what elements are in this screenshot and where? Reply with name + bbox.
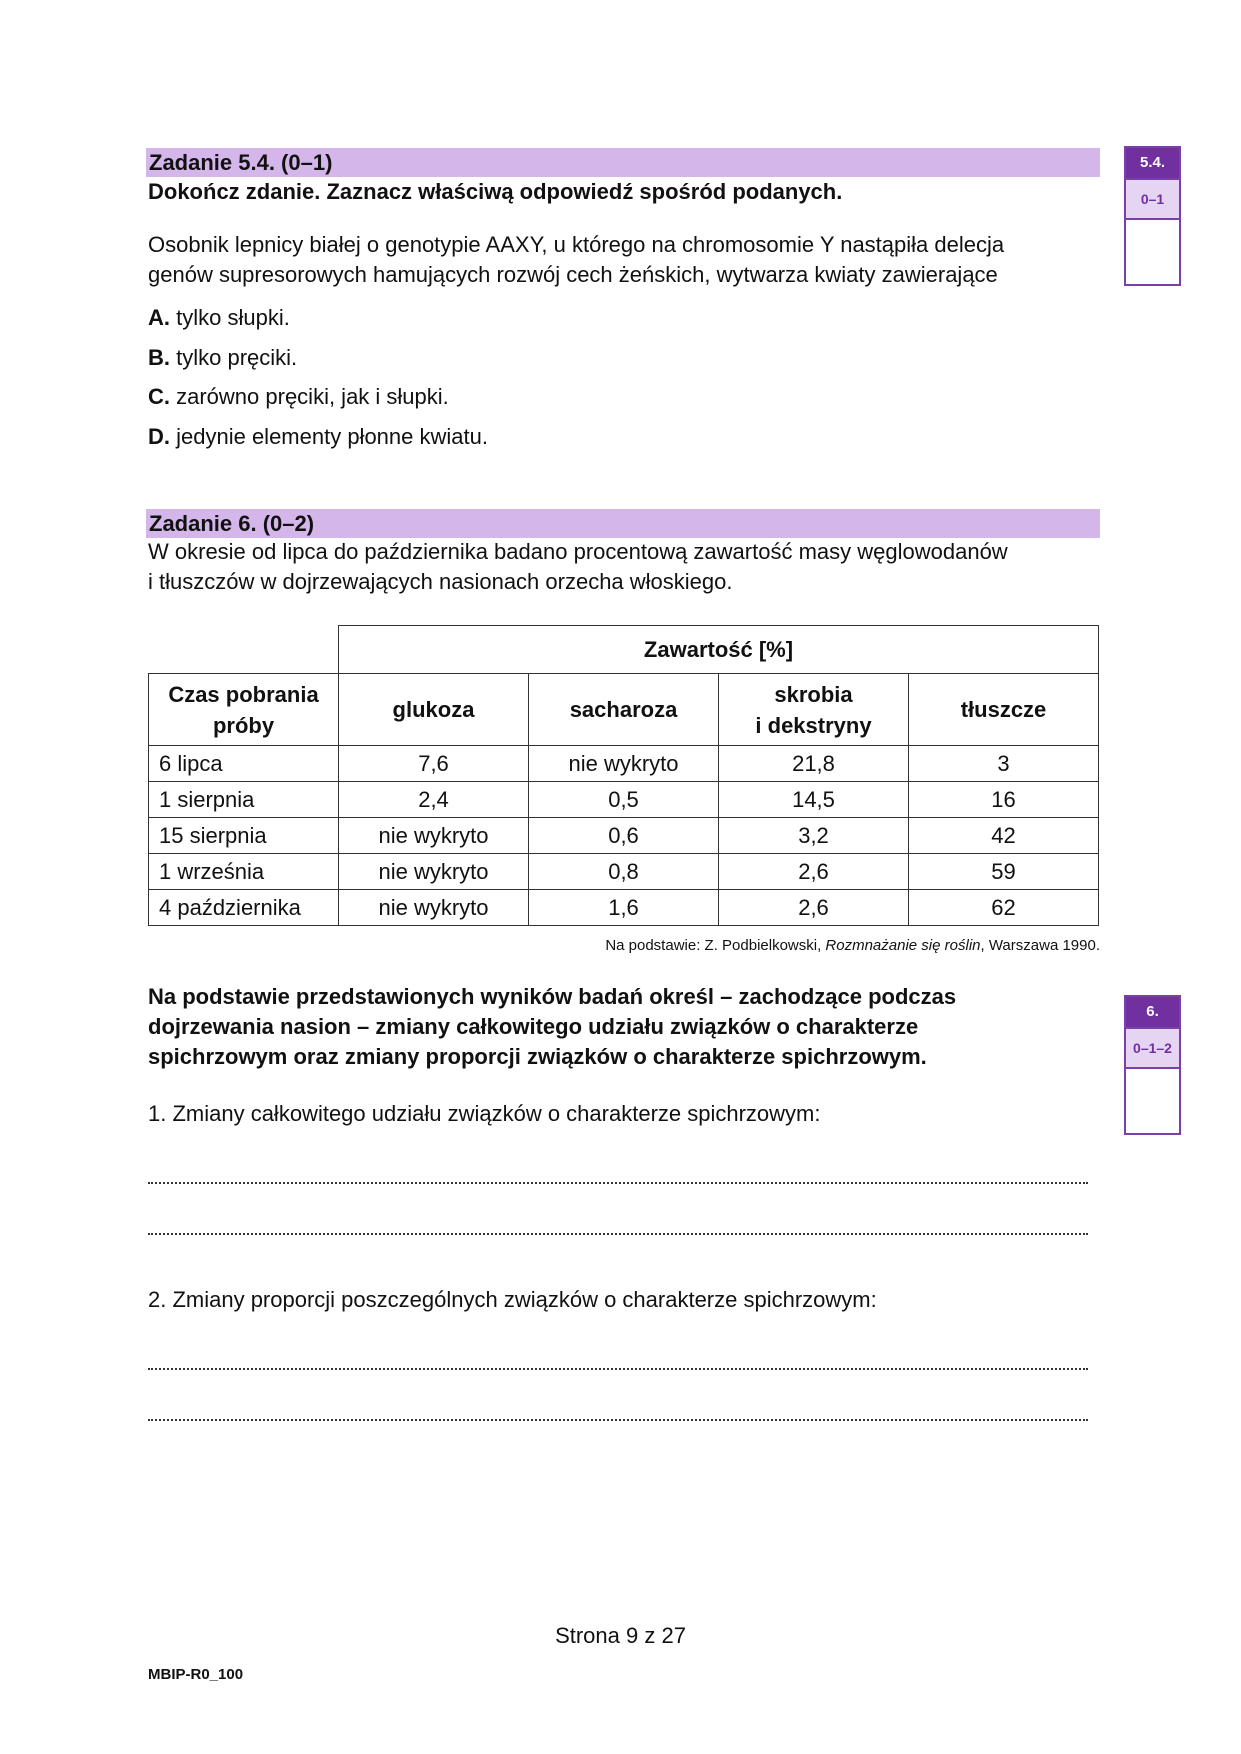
cell-sacharoza: 1,6 — [529, 890, 719, 926]
cell-glukoza: nie wykryto — [339, 890, 529, 926]
table-row — [149, 782, 1099, 818]
task-6-question-line-2: dojrzewania nasion – zmiany całkowitego udziału związków o charakterze — [148, 1014, 919, 1039]
score-task-number: 5.4. — [1126, 148, 1179, 178]
cell-sacharoza: 0,6 — [529, 818, 719, 854]
cell-tluszcze: 16 — [909, 782, 1099, 818]
task-5-4-stem-line-2: genów supresorowych hamujących rozwój cech żeńskich, wytwarza kwiaty zawierające — [148, 262, 998, 287]
cell-tluszcze: 3 — [909, 746, 1099, 782]
row-date: 4 października — [149, 890, 339, 926]
skrobia-line-1: skrobia — [774, 681, 853, 707]
table-row — [149, 746, 1099, 782]
task-6-intro-line-2: i tłuszczów w dojrzewających nasionach orzecha włoskiego. — [148, 569, 733, 594]
task-5-4-stem-line-1: Osobnik lepnicy białej o genotypie AAXY, u którego na chromosomie Y nastąpiła delecja — [148, 232, 1005, 257]
cell-glukoza: nie wykryto — [339, 854, 529, 890]
cell-sacharoza: nie wykryto — [529, 746, 719, 782]
answer-line-1[interactable] — [148, 1162, 1088, 1184]
time-header-line-1: Czas pobrania — [168, 681, 319, 707]
option-letter: C. — [148, 384, 170, 409]
page-number: Strona 9 z 27 — [555, 1623, 686, 1648]
option-c[interactable] — [148, 382, 449, 412]
task-6-question-line-1: Na podstawie przedstawionych wyników badań określ – zachodzące podczas — [148, 984, 957, 1009]
task-5-4-header: Zadanie 5.4. (0–1) — [146, 148, 1100, 177]
option-text: jedynie elementy płonne kwiatu. — [170, 424, 488, 449]
option-text: zarówno pręciki, jak i słupki. — [170, 384, 449, 409]
col-header-skrobia — [719, 674, 909, 746]
cell-skrobia: 14,5 — [719, 782, 909, 818]
score-box-6 — [1124, 995, 1181, 1135]
col-header-sacharoza: sacharoza — [529, 674, 719, 746]
task-6-part-1: 1. Zmiany całkowitego udziału związków o charakterze spichrzowym: — [148, 1101, 821, 1126]
table-row — [149, 818, 1099, 854]
exam-code: MBIP-R0_100 — [148, 1666, 244, 1683]
answer-line-4[interactable] — [148, 1399, 1088, 1421]
option-text: tylko słupki. — [170, 305, 290, 330]
answer-line-2[interactable] — [148, 1213, 1088, 1235]
score-points-range: 0–1–2 — [1126, 1027, 1179, 1069]
col-header-glukoza: glukoza — [339, 674, 529, 746]
option-letter: B. — [148, 345, 170, 370]
cell-skrobia: 21,8 — [719, 746, 909, 782]
cell-skrobia: 3,2 — [719, 818, 909, 854]
table-time-header — [149, 674, 339, 746]
source-title: Rozmnażanie się roślin — [825, 937, 981, 954]
task-6-part-2: 2. Zmiany proporcji poszczególnych związków o charakterze spichrzowym: — [148, 1287, 877, 1312]
cell-glukoza: nie wykryto — [339, 818, 529, 854]
cell-sacharoza: 0,5 — [529, 782, 719, 818]
table-group-header: Zawartość [%] — [339, 626, 1099, 674]
cell-tluszcze: 62 — [909, 890, 1099, 926]
score-entry-box — [1126, 220, 1179, 284]
answer-line-3[interactable] — [148, 1348, 1088, 1370]
task-6-intro-line-1: W okresie od lipca do października badano procentową zawartość masy węglowodanów — [148, 539, 1008, 564]
table-source — [605, 936, 1100, 956]
cell-tluszcze: 42 — [909, 818, 1099, 854]
option-text: tylko pręciki. — [170, 345, 298, 370]
source-suffix: , Warszawa 1990. — [980, 937, 1100, 954]
option-letter: D. — [148, 424, 170, 449]
cell-glukoza: 2,4 — [339, 782, 529, 818]
option-b[interactable] — [148, 343, 297, 373]
source-prefix: Na podstawie: Z. Podbielkowski, — [605, 937, 826, 954]
option-d[interactable] — [148, 422, 488, 452]
score-task-number: 6. — [1126, 997, 1179, 1027]
cell-skrobia: 2,6 — [719, 890, 909, 926]
row-date: 1 sierpnia — [149, 782, 339, 818]
row-date: 15 sierpnia — [149, 818, 339, 854]
col-header-tluszcze: tłuszcze — [909, 674, 1099, 746]
cell-glukoza: 7,6 — [339, 746, 529, 782]
cell-skrobia: 2,6 — [719, 854, 909, 890]
row-date: 1 września — [149, 854, 339, 890]
option-letter: A. — [148, 305, 170, 330]
content-table — [148, 625, 1099, 926]
task-6-question-line-3: spichrzowym oraz zmiany proporcji związków o charakterze spichrzowym. — [148, 1044, 927, 1069]
row-date: 6 lipca — [149, 746, 339, 782]
table-row — [149, 854, 1099, 890]
skrobia-line-2: i dekstryny — [755, 712, 872, 738]
task-6-header: Zadanie 6. (0–2) — [146, 509, 1100, 538]
table-empty-corner — [149, 626, 339, 674]
cell-tluszcze: 59 — [909, 854, 1099, 890]
score-entry-box — [1126, 1069, 1179, 1133]
table-row — [149, 890, 1099, 926]
cell-sacharoza: 0,8 — [529, 854, 719, 890]
task-5-4-instruction: Dokończ zdanie. Zaznacz właściwą odpowiedź spośród podanych. — [148, 179, 843, 204]
score-points-range: 0–1 — [1126, 178, 1179, 220]
time-header-line-2: próby — [212, 712, 275, 738]
option-a[interactable] — [148, 303, 290, 333]
score-box-5-4 — [1124, 146, 1181, 286]
